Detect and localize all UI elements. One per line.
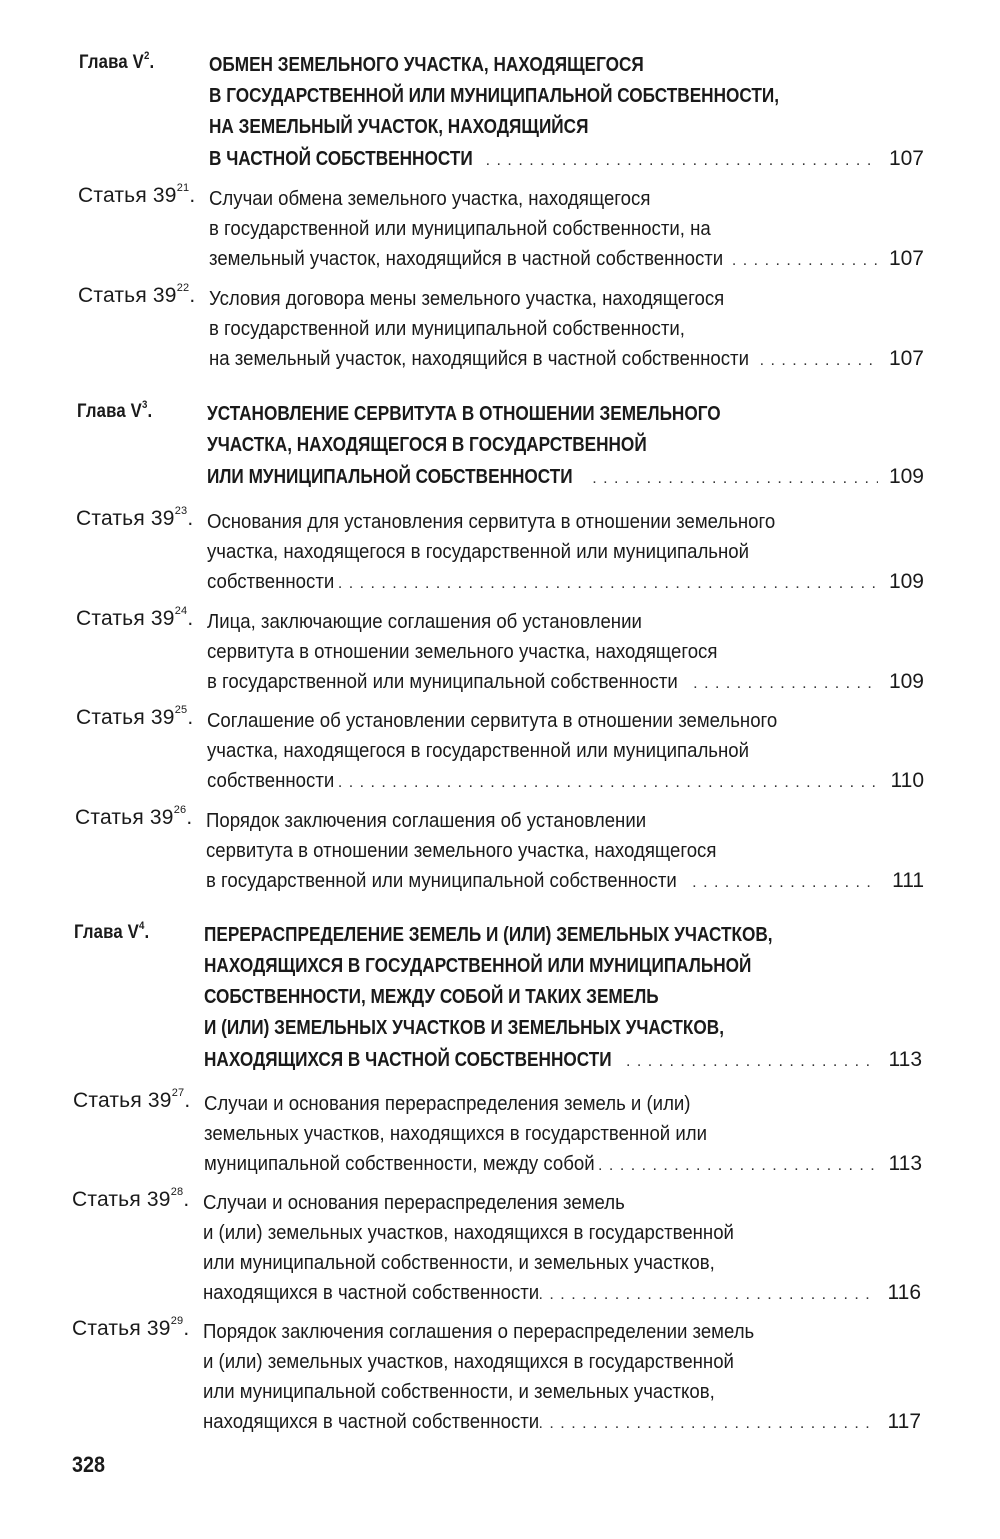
page-ref: 110	[890, 769, 924, 792]
entry-title-line: в государственной или муниципальной собственности, на	[209, 218, 711, 240]
entry-title-line: Случаи обмена земельного участка, находящегося	[209, 188, 651, 210]
entry-title-line: Порядок заключения соглашения о перераспределении земель	[203, 1321, 755, 1343]
dot-leader	[598, 1151, 876, 1181]
entry-title-line: участка, находящегося в государственной или муниципальной	[207, 541, 750, 563]
entry-title-line: В ГОСУДАРСТВЕННОЙ ИЛИ МУНИЦИПАЛЬНОЙ СОБСТВЕННОСТИ,	[209, 85, 780, 107]
entry-title-line: ОБМЕН ЗЕМЕЛЬНОГО УЧАСТКА, НАХОДЯЩЕГОСЯ	[209, 54, 644, 76]
entry-title-line: и (или) земельных участков, находящихся в государственной	[203, 1351, 734, 1373]
entry-title-line: в государственной или муниципальной собственности . . . 109	[207, 667, 924, 697]
entry-title-line: НАХОДЯЩИХСЯ В ГОСУДАРСТВЕННОЙ ИЛИ МУНИЦИПАЛЬНОЙ	[204, 955, 752, 977]
entry-label: Глава $V^4$.	[74, 920, 150, 943]
entry-title-line: И (ИЛИ) ЗЕМЕЛЬНЫХ УЧАСТКОВ И ЗЕМЕЛЬНЫХ УЧАСТКОВ,	[204, 1017, 725, 1039]
dot-leader	[338, 768, 878, 798]
page-ref: 107	[888, 347, 924, 370]
entry-label: Статья $39^{24}$.	[76, 605, 194, 630]
dot-leader	[338, 569, 878, 599]
entry-title-line: Случаи и основания перераспределения земель и (или)	[204, 1093, 691, 1115]
dot-leader	[693, 669, 878, 699]
entry-title-line: Случаи и основания перераспределения земель	[203, 1192, 625, 1214]
page-ref: 117	[887, 1410, 921, 1433]
entry-title-line: собственности . . . 110	[207, 766, 924, 796]
entry-title-line: и (или) земельных участков, находящихся в государственной	[203, 1222, 734, 1244]
dot-leader	[592, 463, 878, 494]
entry-label: Статья $39^{23}$.	[76, 505, 194, 530]
page-ref: 107	[888, 247, 924, 270]
entry-title-line: находящихся в частной собственности . . . 116	[203, 1278, 921, 1308]
entry-title-line: Основания для установления сервитута в отношении земельного	[207, 511, 776, 533]
entry-title-line: на земельный участок, находящийся в частной собственности . . . 107	[209, 344, 924, 374]
entry-title-line: НАХОДЯЩИХСЯ В ЧАСТНОЙ СОБСТВЕННОСТИ . . . 113	[204, 1044, 922, 1075]
entry-title-line: сервитута в отношении земельного участка, находящегося	[206, 840, 717, 862]
dot-leader	[732, 246, 878, 276]
entry-label: Статья $39^{21}$.	[78, 182, 196, 207]
entry-title-line: муниципальной собственности, между собой . . . 113	[204, 1149, 922, 1179]
entry-label: Статья $39^{25}$.	[76, 704, 194, 729]
entry-label: Глава $V^3$.	[77, 399, 153, 422]
entry-title-line: участка, находящегося в государственной или муниципальной	[207, 740, 750, 762]
entry-title-line: собственности . . . 109	[207, 567, 924, 597]
entry-label: Статья $39^{29}$.	[72, 1315, 190, 1340]
entry-label: Статья $39^{22}$.	[78, 282, 196, 307]
page-ref: 109	[888, 570, 924, 593]
entry-title-line: СОБСТВЕННОСТИ, МЕЖДУ СОБОЙ И ТАКИХ ЗЕМЕЛЬ	[204, 986, 659, 1008]
page-ref: 109	[888, 670, 924, 693]
entry-title-line: Лица, заключающие соглашения об установлении	[207, 611, 642, 633]
dot-leader	[539, 1409, 875, 1439]
entry-title-line: Соглашение об установлении сервитута в отношении земельного	[207, 710, 778, 732]
entry-title-line: сервитута в отношении земельного участка, находящегося	[207, 641, 718, 663]
page-number: 328	[72, 1452, 106, 1477]
dot-leader	[692, 868, 878, 898]
entry-label: Статья $39^{28}$.	[72, 1186, 190, 1211]
entry-title-line: земельный участок, находящийся в частной собственности . . . 107	[209, 244, 924, 274]
entry-title-line: находящихся в частной собственности . . . 117	[203, 1407, 921, 1437]
entry-label: Статья $39^{26}$.	[75, 804, 193, 829]
dot-leader	[486, 145, 878, 176]
entry-title-line: в государственной или муниципальной собственности,	[209, 318, 685, 340]
entry-title-line: ИЛИ МУНИЦИПАЛЬНОЙ СОБСТВЕННОСТИ . . . 109	[207, 461, 924, 492]
entry-title-line: УЧАСТКА, НАХОДЯЩЕГОСЯ В ГОСУДАРСТВЕННОЙ	[207, 434, 647, 456]
page-ref: 113	[888, 1048, 922, 1071]
page-ref: 109	[888, 465, 924, 488]
entry-title-line: Порядок заключения соглашения об установлении	[206, 810, 647, 832]
entry-title-line: ПЕРЕРАСПРЕДЕЛЕНИЕ ЗЕМЕЛЬ И (ИЛИ) ЗЕМЕЛЬНЫХ УЧАСТКОВ,	[204, 924, 773, 946]
entry-title-line: УСТАНОВЛЕНИЕ СЕРВИТУТА В ОТНОШЕНИИ ЗЕМЕЛЬНОГО	[207, 403, 721, 425]
entry-label: Статья $39^{27}$.	[73, 1087, 191, 1112]
entry-label: Глава $V^2$.	[79, 50, 155, 73]
page-ref: 107	[888, 147, 924, 170]
entry-title-line: или муниципальной собственности, и земельных участков,	[203, 1381, 715, 1403]
dot-leader	[539, 1280, 875, 1310]
entry-title-line: В ЧАСТНОЙ СОБСТВЕННОСТИ . . . 107	[209, 143, 924, 174]
page-ref: 111	[892, 869, 924, 892]
page-ref: 113	[888, 1152, 922, 1175]
dot-leader	[626, 1046, 876, 1077]
entry-title-line: НА ЗЕМЕЛЬНЫЙ УЧАСТОК, НАХОДЯЩИЙСЯ	[209, 116, 589, 138]
page-ref: 116	[887, 1281, 921, 1304]
entry-title-line: Условия договора мены земельного участка, находящегося	[209, 288, 725, 310]
entry-title-line: или муниципальной собственности, и земельных участков,	[203, 1252, 715, 1274]
entry-title-line: земельных участков, находящихся в государственной или	[204, 1123, 707, 1145]
dot-leader	[760, 346, 878, 376]
entry-title-line: в государственной или муниципальной собственности . . . 111	[206, 866, 924, 896]
